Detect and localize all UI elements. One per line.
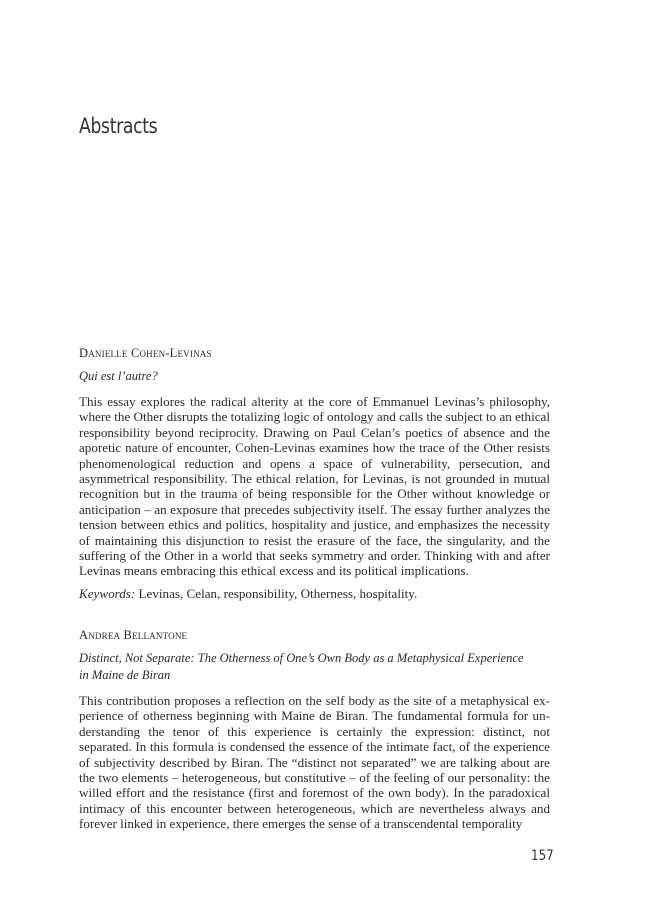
abstract-entry-bellantone bbox=[79, 628, 550, 832]
abstract-author: Danielle Cohen-Levinas bbox=[79, 346, 212, 360]
abstract-body: This contribution proposes a reflection on the self body as the site of a metaphysical experience of otherness beginning with Maine de Biran. The fundamental formula for understanding the tenor of this experience is certainly the expression: distinct, not separated. In this formula is condensed the essence of the intimate fact, of the experience of subjectivity described by Biran. The “distinct not separated” we are talking about are the two elements – heterogeneous, but constitutive – of the feeling of our personality: the willed effort and the resistance (first and foremost of the own body). In the paradoxical intimacy of this encounter between heterogeneous, which are nevertheless always and forever linked in experience, there emerges the sense of a transcendental temporality bbox=[79, 693, 550, 832]
keywords-label: Keywords: bbox=[79, 585, 136, 601]
abstract-title bbox=[79, 650, 550, 684]
abstract-title-line-2: in Maine de Biran bbox=[79, 668, 171, 682]
page-number: 157 bbox=[531, 848, 554, 864]
abstract-body: This essay explores the radical alterity at the core of Emmanuel Levinas’s philosophy, where the Other disrupts the totalizing logic of ontology and calls the subject to an ethical responsibility beyond reciprocity. Drawing on Paul Celan’s poetics of absence and the aporetic nature of encounter, Cohen-Levinas examines how the trace of the Other resists phenomenological reduction and opens a space of vulnerability, persecution, and asymmetrical responsibility. The ethical relation, for Levinas, is not grounded in mutual recognition but in the trauma of being responsible for the Other without knowledge or anticipation – an exposure that precedes subjectivity itself. The essay further analyzes the tension between ethics and politics, hospitality and justice, and emphasizes the necessity of maintaining this disjunction to resist the erasure of the face, the singularity, and the suffering of the Other in a world that seeks symmetry and order. Thinking with and after Levinas means embracing this ethical excess and its political implications. bbox=[79, 394, 550, 579]
abstract-author: Andrea Bellantone bbox=[79, 628, 188, 642]
abstract-keywords bbox=[79, 586, 550, 602]
keywords-list: Levinas, Celan, responsibility, Otherness, hospitality. bbox=[138, 585, 418, 601]
abstract-title: Qui est l’autre? bbox=[79, 369, 158, 383]
page-title: Abstracts bbox=[79, 114, 158, 138]
abstract-entry-cohen-levinas bbox=[79, 346, 550, 602]
abstract-title-line-1: Distinct, Not Separate: The Otherness of One’s Own Body as a Metaphysical Experience bbox=[79, 651, 524, 665]
